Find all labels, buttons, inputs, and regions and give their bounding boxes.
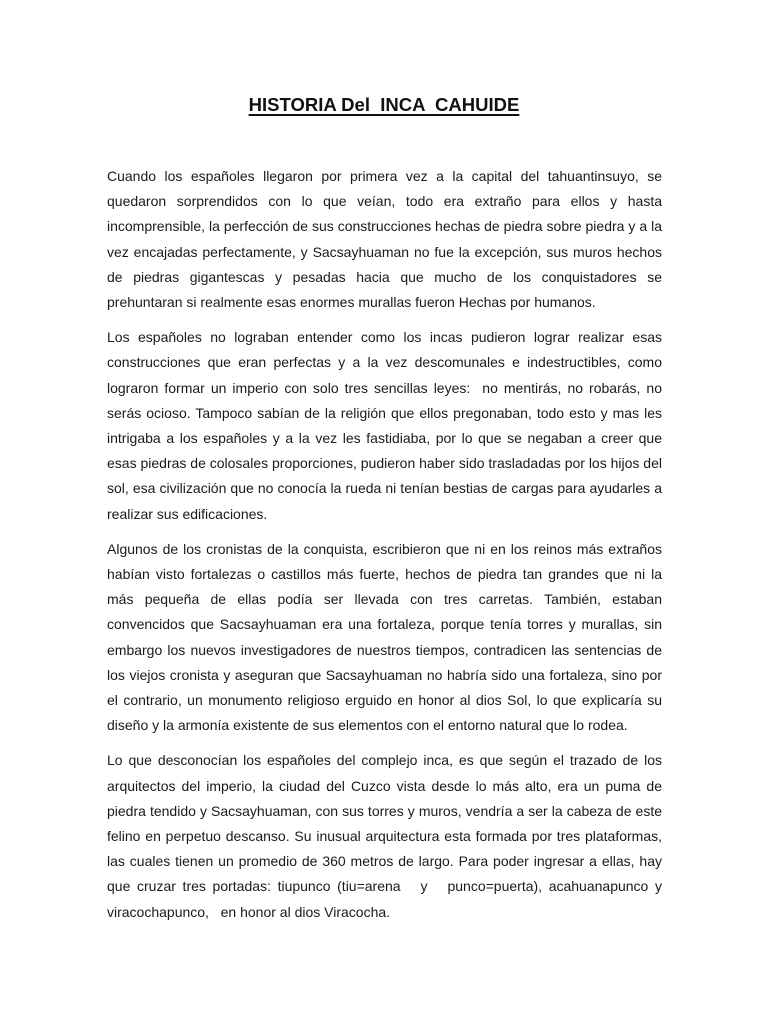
document-title-text: HISTORIA Del INCA CAHUIDE (248, 94, 520, 115)
paragraph-3: Algunos de los cronistas de la conquista, escribieron que ni en los reinos más extraños habían visto fortalezas o castillos más fuerte, hechos de piedra tan grandes que ni la más pequeña de ellas podía ser llevada con tres carretas. También, estaban convencidos que Sacsayhuaman era una fortaleza, porque tenía torres y murallas, sin embargo los nuevos investigadores de nuestros tiempos, contradicen las sentencias de los viejos cronista y aseguran que Sacsayhuaman no habría sido una fortaleza, sino por el contrario, un monumento religioso erguido en honor al dios Sol, lo que explicaría su diseño y la armonía existente de sus elementos con el entorno natural que lo rodea. (107, 540, 666, 734)
document-body (107, 164, 666, 935)
paragraph-4: Lo que desconocían los españoles del complejo inca, es que según el trazado de los arquitectos del imperio, la ciudad del Cuzco vista desde lo más alto, era un puma de piedra tendido y Sacsayhuaman, con sus torres y muros, vendría a ser la cabeza de este felino en perpetuo descanso. Su inusual arquitectura esta formada por tres plataformas, las cuales tienen un promedio de 360 metros de largo. Para poder ingresar a ellas, hay que cruzar tres portadas: tiupunco (tiu=arena y punco=puerta), acahuanapunco y viracochapunco, en honor al dios Viracocha. (107, 752, 666, 920)
paragraph-1: Cuando los españoles llegaron por primera vez a la capital del tahuantinsuyo, se quedaron sorprendidos con lo que veían, todo era extraño para ellos y hasta incomprensible, la perfección de sus construcciones hechas de piedra sobre piedra y a la vez encajadas perfectamente, y Sacsayhuaman no fue la excepción, sus muros hechos de piedras gigantescas y pesadas hacia que mucho de los conquistadores se prehuntaran si realmente esas enormes murallas fueron Hechas por humanos. (107, 168, 666, 311)
document-title (0, 93, 768, 117)
paragraph-2: Los españoles no lograban entender como los incas pudieron lograr realizar esas construcciones que eran perfectas y a la vez descomunales e indestructibles, como lograron formar un imperio con solo tres sencillas leyes: no mentirás, no robarás, no serás ocioso. Tampoco sabían de la religión que ellos pregonaban, todo esto y mas les intrigaba a los españoles y a la vez les fastidiaba, por lo que se negaban a creer que esas piedras de colosales proporciones, pudieron haber sido trasladadas por los hijos del sol, esa civilización que no conocía la rueda ni tenían bestias de cargas para ayudarles a realizar sus edificaciones. (107, 329, 666, 522)
